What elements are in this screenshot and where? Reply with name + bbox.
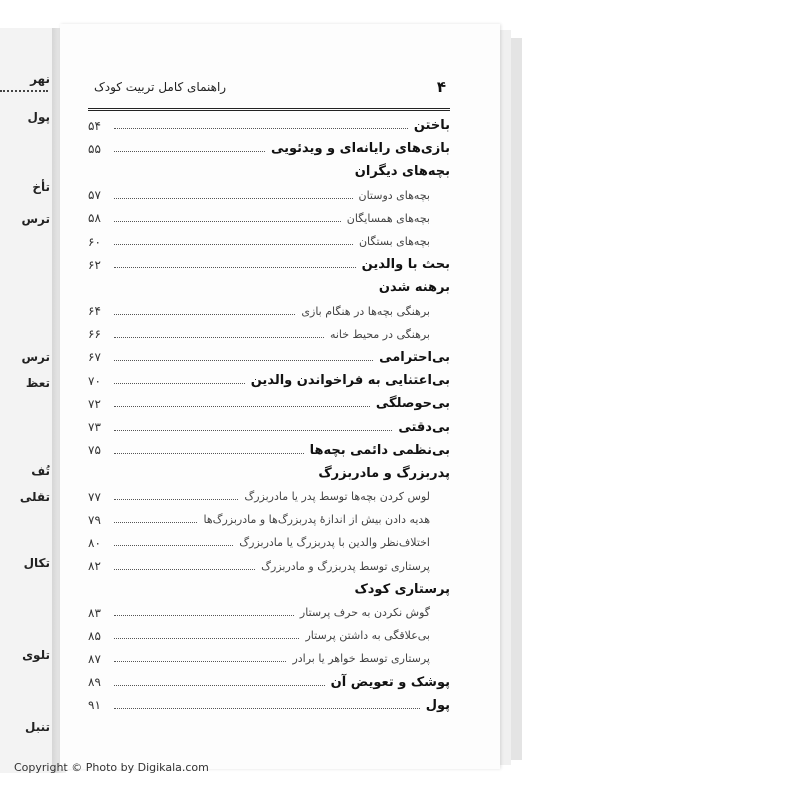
toc-entry	[88, 531, 450, 554]
left-page-fragment: تکال	[23, 556, 50, 570]
toc-entry-page: ۹۱	[88, 698, 101, 713]
dot-leader	[114, 267, 356, 268]
toc-entry-page: ۵۴	[88, 118, 101, 133]
toc-entry-title: پرستاری توسط پدربزرگ و مادربزرگ	[261, 559, 430, 573]
left-page-fragment: ترس	[21, 212, 50, 226]
toc-entry-title: لوس کردن بچه‌ها توسط پدر یا مادربزرگ	[244, 490, 430, 504]
toc-entry-page: ۷۵	[88, 443, 101, 458]
dot-leader	[114, 221, 341, 222]
toc-entry-title: اختلاف‌نظر والدین با پدربزرگ یا مادربزرگ	[239, 536, 430, 550]
toc-entry-title: هدیه دادن بیش از اندازهٔ پدربزرگ‌ها و مادربزرگ‌ها	[203, 513, 430, 527]
dot-leader	[114, 453, 304, 454]
toc-entry-page: ۶۰	[88, 234, 101, 249]
dot-leader	[114, 430, 392, 431]
toc-entry-title: بی‌احترامی	[379, 349, 450, 365]
toc-entry	[88, 415, 450, 438]
left-page-fragment: تأخ	[32, 180, 50, 194]
toc-entry-title: بچه‌های دوستان	[358, 188, 430, 202]
toc-entry-page: ۵۵	[88, 141, 101, 156]
toc-entry-title: بی‌نظمی دائمی بچه‌ها	[309, 442, 450, 458]
toc-entry	[88, 346, 450, 369]
toc-entry	[88, 647, 450, 670]
page-number: ۴	[436, 78, 446, 96]
toc-entry-page: ۸۵	[88, 628, 101, 643]
book-page	[60, 24, 500, 769]
dot-leader	[114, 685, 325, 686]
toc-entry-title: گوش نکردن به حرف پرستار	[299, 606, 430, 620]
toc-entry-title: برهنه شدن	[378, 280, 450, 296]
dot-leader	[114, 360, 373, 361]
toc-entry	[88, 624, 450, 647]
dot-leader	[114, 151, 265, 152]
copyright-notice: Copyright © Photo by Digikala.com	[14, 761, 209, 774]
toc-entry	[88, 369, 450, 392]
toc-entry-title: بازی‌های رایانه‌ای و ویدئویی	[270, 141, 450, 157]
dot-leader	[114, 128, 408, 129]
page-header	[88, 78, 450, 111]
toc-entry	[88, 555, 450, 578]
dot-leader	[114, 406, 370, 407]
toc-entry	[88, 601, 450, 624]
toc-entry-title: باختن	[413, 118, 450, 134]
toc-entry	[88, 300, 450, 323]
toc-entry	[88, 184, 450, 207]
toc-entry	[88, 276, 450, 299]
toc-entry	[88, 671, 450, 694]
toc-entry-page: ۷۷	[88, 489, 101, 504]
toc-entry	[88, 253, 450, 276]
toc-entry-title: پرستاری کودک	[354, 581, 450, 597]
toc-entry-title: بی‌علاقگی به داشتن پرستار	[305, 629, 430, 643]
toc-entry-page: ۵۷	[88, 188, 101, 203]
left-page-fragment: نهر	[30, 72, 50, 86]
toc-entry-title: برهنگی در محیط خانه	[329, 327, 430, 341]
dot-leader	[114, 314, 295, 315]
toc-entry-title: بچه‌های بستگان	[358, 235, 430, 249]
toc-entry-title: پول	[425, 697, 450, 713]
dot-leader	[114, 545, 233, 546]
toc-entry-page: ۸۷	[88, 651, 101, 666]
running-title: راهنمای کامل تربیت کودک	[94, 80, 227, 94]
toc-entry-page: ۸۳	[88, 605, 101, 620]
toc-entry-title: پدربزرگ و مادربزرگ	[318, 465, 450, 481]
toc-entry	[88, 323, 450, 346]
toc-entry-title: بچه‌های همسایگان	[346, 211, 430, 225]
dot-leader	[114, 244, 353, 245]
toc-entry	[88, 439, 450, 462]
toc-entry-title: پوشک و تعویض آن	[330, 674, 450, 690]
left-page-fragment: تلوی	[22, 648, 50, 662]
left-page-fragment: ترس	[21, 350, 50, 364]
dot-leader	[114, 661, 286, 662]
dot-leader	[114, 383, 245, 384]
toc-entry-title: بحث با والدین	[361, 257, 450, 273]
dot-leader	[114, 499, 238, 500]
toc-entry	[88, 392, 450, 415]
toc-entry	[88, 230, 450, 253]
dot-leader	[114, 615, 294, 616]
toc-entry-title: بی‌اعتنایی به فراخواندن والدین	[250, 373, 450, 389]
toc-entry-page: ۷۳	[88, 420, 101, 435]
dot-leader	[114, 708, 420, 709]
toc-entry	[88, 160, 450, 183]
dot-leader	[114, 569, 255, 570]
toc-entry-page: ۷۲	[88, 396, 101, 411]
toc-entry-page: ۶۴	[88, 304, 101, 319]
toc-entry	[88, 485, 450, 508]
toc-entry-page: ۷۹	[88, 512, 101, 527]
table-of-contents	[88, 114, 450, 717]
toc-entry	[88, 578, 450, 601]
dot-leader	[114, 522, 197, 523]
toc-entry	[88, 508, 450, 531]
left-page-fragment: پول	[27, 110, 50, 124]
toc-entry-page: ۶۶	[88, 327, 101, 342]
toc-entry	[88, 207, 450, 230]
left-page-fragment: تقلی	[19, 490, 50, 504]
toc-entry-title: پرستاری توسط خواهر یا برادر	[292, 652, 430, 666]
toc-entry-page: ۶۷	[88, 350, 101, 365]
toc-entry-page: ۸۰	[88, 535, 101, 550]
toc-entry-page: ۶۲	[88, 257, 101, 272]
left-page-fragment: تنبل	[24, 720, 50, 734]
toc-entry-title: بچه‌های دیگران	[354, 164, 450, 180]
dot-leader	[114, 198, 353, 199]
toc-entry-page: ۸۲	[88, 559, 101, 574]
left-page-fragment: تُف	[31, 464, 50, 478]
toc-entry-page: ۸۹	[88, 675, 101, 690]
left-page-fragment: تعظ	[25, 376, 50, 390]
toc-entry	[88, 114, 450, 137]
toc-entry-page: ۵۸	[88, 211, 101, 226]
toc-entry-page: ۷۰	[88, 373, 101, 388]
toc-entry-title: بی‌دقتی	[398, 419, 450, 435]
toc-entry	[88, 462, 450, 485]
toc-entry	[88, 694, 450, 717]
dot-leader	[114, 638, 299, 639]
toc-entry	[88, 137, 450, 160]
toc-entry-title: بی‌حوصلگی	[375, 396, 450, 412]
toc-entry-title: برهنگی بچه‌ها در هنگام بازی	[301, 304, 430, 318]
dot-leader	[114, 337, 324, 338]
left-page	[0, 28, 53, 773]
left-page-rule	[0, 90, 48, 92]
